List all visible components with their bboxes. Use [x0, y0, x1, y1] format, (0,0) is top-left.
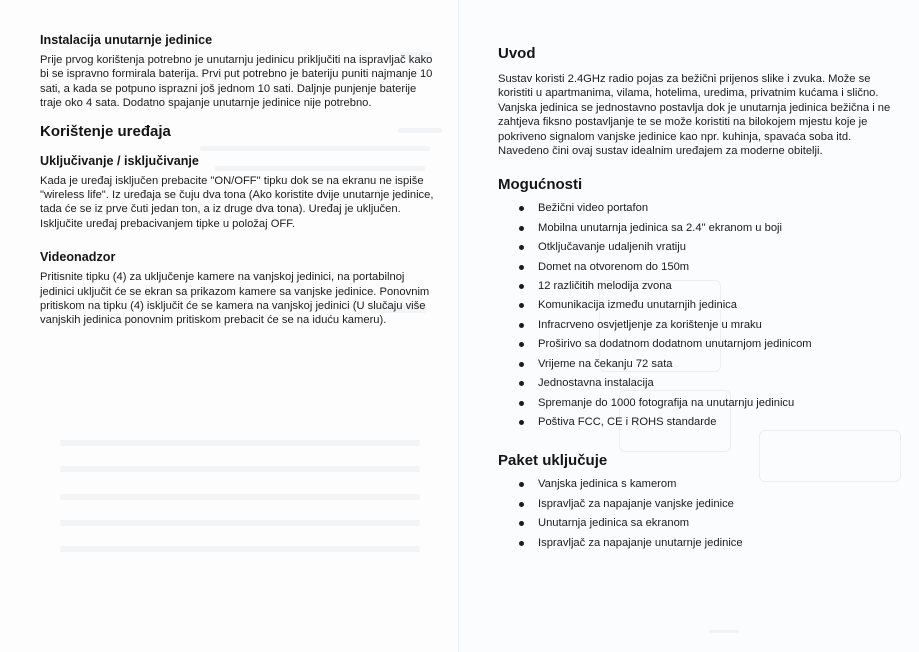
list-item: Poštiva FCC, CE i ROHS standarde [498, 413, 893, 432]
list-item: Vanjska jedinica s kamerom [498, 475, 893, 494]
list-item: Infracrveno osvjetljenje za korištenje u mraku [498, 316, 893, 335]
video-paragraph: Pritisnite tipku (4) za uključenje kamere na vanjskoj jedinici, na portabilnoj jedinici uključit će se ekran sa prikazom kamere sa vanjske jedinice. Ponovnim pritiskom na tipku (4) isključit će se kamera na vanjskoj jedinici (U slučaju više vanjskih jedinica ponovnim pritiskom prebacit će se na iduću kameru). [40, 271, 430, 327]
usage-heading: Korištenje uređaja [40, 122, 171, 140]
intro-heading: Uvod [498, 45, 536, 62]
right-page [459, 0, 919, 652]
bleed-through-mark [709, 630, 739, 633]
list-item: Ispravljač za napajanje vanjske jedinice [498, 495, 893, 514]
features-list [498, 199, 893, 432]
list-item: Spremanje do 1000 fotografija na unutarnju jedinicu [498, 394, 893, 413]
bleed-through-mark [60, 466, 420, 472]
onoff-paragraph: Kada je uređaj isključen prebacite "ON/OFF" tipku dok se na ekranu ne ispiše "wireless life". Iz uređaja se čuju dva tona (Ako koristite dvije unutarnje jedinice, tada će se iz prve čuti jedan ton, a iz druge dva tona). Uređaj je uključen. Isključite uređaj prebacivanjem tipke u položaj OFF. [40, 174, 434, 230]
features-heading: Mogućnosti [498, 176, 583, 194]
list-item: Ispravljač za napajanje unutarnje jedinice [498, 534, 893, 553]
list-item: Vrijeme na čekanju 72 sata [498, 355, 893, 374]
package-heading: Paket uključuje [498, 452, 608, 470]
bleed-through-mark [60, 494, 420, 500]
install-heading: Instalacija unutarnje jedinice [40, 33, 213, 47]
bleed-through-mark [60, 440, 420, 446]
list-item: Jednostavna instalacija [498, 374, 893, 393]
list-item: Bežični video portafon [498, 199, 893, 218]
left-page [0, 0, 459, 652]
bleed-through-mark [60, 520, 420, 526]
list-item: Komunikacija između unutarnjih jedinica [498, 296, 893, 315]
bleed-through-mark [60, 546, 420, 552]
onoff-heading: Uključivanje / isključivanje [40, 153, 199, 168]
list-item: Proširivo sa dodatnom dodatnom unutarnjom jedinicom [498, 335, 893, 354]
video-heading: Videonadzor [40, 250, 116, 265]
right-column [498, 45, 893, 553]
intro-paragraph: Sustav koristi 2.4GHz radio pojas za bežični prijenos slike i zvuka. Može se koristiti u apartmanima, vilama, hotelima, uredima, privatnim kućama i slično. Vanjska jedinica se jednostavno postavlja dok je unutarnja jedinica bežična i ne zahtjeva fiksno postavljanje te se može koristiti na bilokojem mjestu koje je pokriveno signalom vanjske jedinice kao npr. kuhinja, spavaća soba itd. Navedeno čini ovaj sustav idealnim uređajem za moderne obitelji. [498, 73, 891, 158]
list-item: Mobilna unutarnja jedinica sa 2.4" ekranom u boji [498, 219, 893, 238]
list-item: Domet na otvorenom do 150m [498, 258, 893, 277]
install-paragraph: Prije prvog korištenja potrebno je unutarnju jedinicu priključiti na ispravljač kako bi se ispravno formirala baterija. Prvi put potrebno je bateriju puniti najmanje 10 sati, a kada se potpuno isprazni još jednom 10 sati. Daljnje punjenje baterije traje oko 4 sata. Dodatno spajanje unutarnje jedinice nije potrebno. [40, 54, 433, 110]
left-column [40, 33, 440, 328]
list-item: Otključavanje udaljenih vratiju [498, 238, 893, 257]
package-list [498, 475, 893, 553]
list-item: 12 različitih melodija zvona [498, 277, 893, 296]
list-item: Unutarnja jedinica sa ekranom [498, 514, 893, 533]
